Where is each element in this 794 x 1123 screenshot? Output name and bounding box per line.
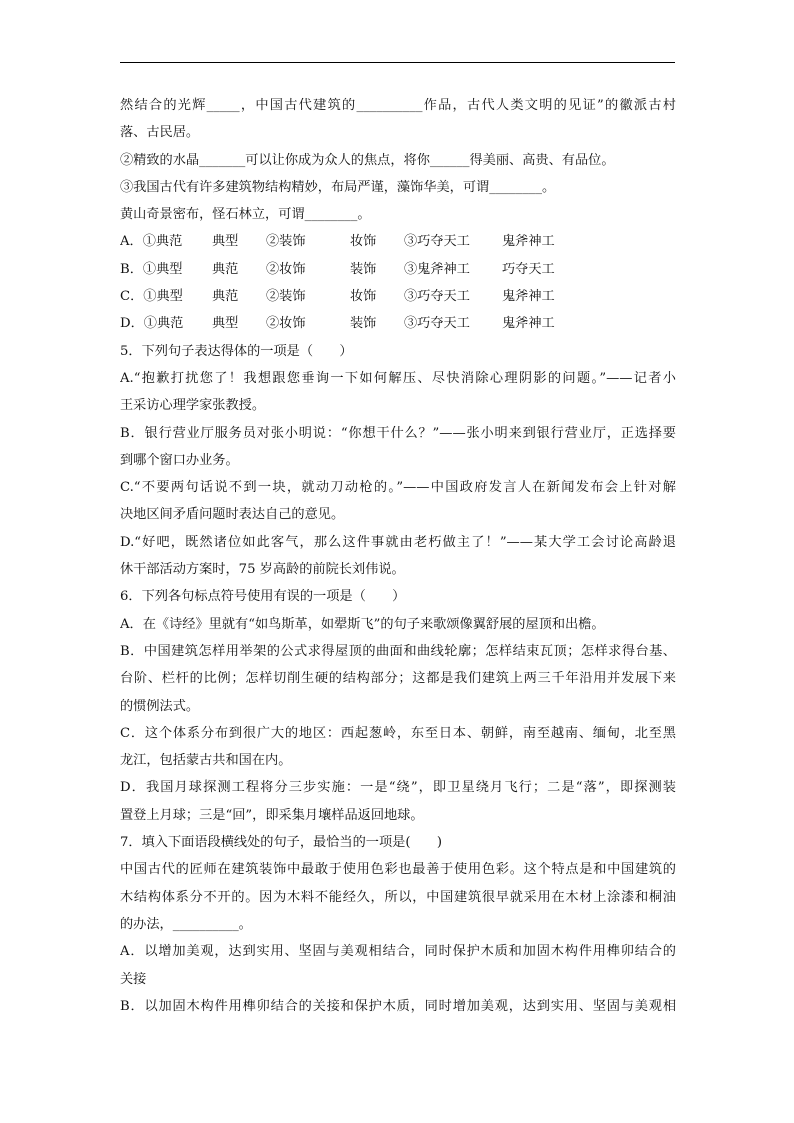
option-cell: ③鬼斧神工 bbox=[404, 261, 470, 277]
option-cell: 鬼斧神工 bbox=[502, 289, 555, 305]
text-line: 落、古民居。 bbox=[120, 125, 200, 141]
option-cell: 妆饰 bbox=[350, 234, 377, 250]
option-cell: ②妆饰 bbox=[266, 316, 306, 332]
text-line: 置登上月球；三是“回”，即采集月壤样品返回地球。 bbox=[120, 807, 424, 823]
q4-option-b bbox=[120, 256, 676, 283]
option-cell: 典范 bbox=[212, 289, 239, 305]
option-cell: ③巧夺天工 bbox=[404, 316, 470, 332]
text-line: 到哪个窗口办业务。 bbox=[120, 452, 239, 468]
header-rule bbox=[120, 62, 675, 63]
text-line: C.“不要两句话说不到一块，就动刀动枪的。”——中国政府发言人在新闻发布会上针对解 bbox=[120, 480, 676, 496]
option-cell: ③巧夺天工 bbox=[404, 289, 470, 305]
option-cell: C．①典型 bbox=[120, 289, 183, 305]
text-line: 的惯例法式。 bbox=[120, 698, 200, 714]
text-line: 中国古代的匠师在建筑装饰中最敢于使用色彩也最善于使用色彩。这个特点是和中国建筑的 bbox=[120, 862, 676, 878]
text-line: 决地区间矛盾问题时表达自己的意见。 bbox=[120, 507, 345, 523]
text-line: ③我国古代有许多建筑物结构精妙，布局严谨，藻饰华美，可谓________。 bbox=[120, 179, 556, 195]
text-line: 然结合的光辉_____，中国古代建筑的__________作品，古代人类文明的见证”的徽派古村 bbox=[120, 98, 676, 113]
text-line: A．在《诗经》里就有“如鸟斯革，如翚斯飞”的句子来歌颂像翼舒展的屋顶和出檐。 bbox=[120, 616, 605, 632]
question-5-title: 5．下列句子表达得体的一项是（ ） bbox=[120, 343, 353, 359]
text-line: 的办法，__________。 bbox=[120, 916, 252, 932]
q4-option-d bbox=[120, 310, 676, 337]
option-cell: 典范 bbox=[212, 261, 239, 277]
option-cell: ②装饰 bbox=[266, 289, 306, 305]
text-line: D．我国月球探测工程将分三步实施：一是“绕”，即卫星绕月飞行；二是“落”，即探测装 bbox=[120, 780, 676, 796]
option-cell: 典型 bbox=[212, 234, 239, 250]
option-cell: ②妆饰 bbox=[266, 261, 306, 277]
text-line: B．以加固木构件用榫卯结合的关接和保护木质，同时增加美观，达到实用、坚固与美观相 bbox=[120, 998, 676, 1014]
text-line: 台阶、栏杆的比例；怎样切削生硬的结构部分；这都是我们建筑上两三千年沿用并发展下来 bbox=[120, 671, 676, 687]
text-line: D.“好吧，既然诸位如此客气，那么这件事就由老朽做主了！”——某大学工会讨论高龄退 bbox=[120, 534, 676, 550]
q4-option-c bbox=[120, 283, 676, 310]
option-cell: 巧夺天工 bbox=[502, 261, 555, 277]
question-6-title: 6．下列各句标点符号使用有误的一项是（ ） bbox=[120, 589, 406, 605]
option-cell: D．①典范 bbox=[120, 316, 184, 332]
option-cell: 装饰 bbox=[350, 261, 377, 277]
text-line: A.“抱歉打扰您了！我想跟您垂询一下如何解压、尽快消除心理阴影的问题。”——记者小 bbox=[120, 370, 676, 386]
text-line: A．以增加美观，达到实用、坚固与美观相结合，同时保护木质和加固木构件用榫卯结合的 bbox=[120, 944, 676, 960]
text-line: B．中国建筑怎样用举架的公式求得屋顶的曲面和曲线轮廓；怎样结束瓦顶；怎样求得台基、 bbox=[120, 643, 676, 659]
text-line: B．银行营业厅服务员对张小明说：“你想干什么？”——张小明来到银行营业厅，正选择要 bbox=[120, 425, 676, 441]
option-cell: 鬼斧神工 bbox=[502, 234, 555, 250]
option-cell: A．①典范 bbox=[120, 234, 183, 250]
text-line: C．这个体系分布到很广大的地区：西起葱岭，东至日本、朝鲜，南至越南、缅甸，北至黑 bbox=[120, 725, 676, 741]
text-line: 木结构体系分不开的。因为木料不能经久，所以，中国建筑很早就采用在木材上涂漆和桐油 bbox=[120, 889, 676, 905]
option-cell: 妆饰 bbox=[350, 289, 377, 305]
text-line: 休干部活动方案时，75 岁高龄的前院长刘伟说。 bbox=[120, 562, 405, 578]
option-cell: 鬼斧神工 bbox=[502, 316, 555, 332]
option-cell: 典型 bbox=[212, 316, 239, 332]
text-line: ②精致的水晶_______可以让你成为众人的焦点，将你______得美丽、高贵、有品位。 bbox=[120, 152, 615, 168]
text-line: 关接 bbox=[120, 971, 147, 987]
document-body bbox=[120, 92, 676, 1020]
text-line: 黄山奇景密布，怪石林立，可谓________。 bbox=[120, 207, 371, 223]
option-cell: ③巧夺天工 bbox=[404, 234, 470, 250]
question-7-title: 7．填入下面语段横线处的句子，最恰当的一项是( ) bbox=[120, 835, 442, 851]
q4-option-a bbox=[120, 228, 676, 255]
option-cell: 装饰 bbox=[350, 316, 377, 332]
text-line: 王采访心理学家张教授。 bbox=[120, 398, 266, 414]
option-cell: ②装饰 bbox=[266, 234, 306, 250]
option-cell: B．①典型 bbox=[120, 261, 183, 277]
text-line: 龙江，包括蒙古共和国在内。 bbox=[120, 753, 292, 769]
